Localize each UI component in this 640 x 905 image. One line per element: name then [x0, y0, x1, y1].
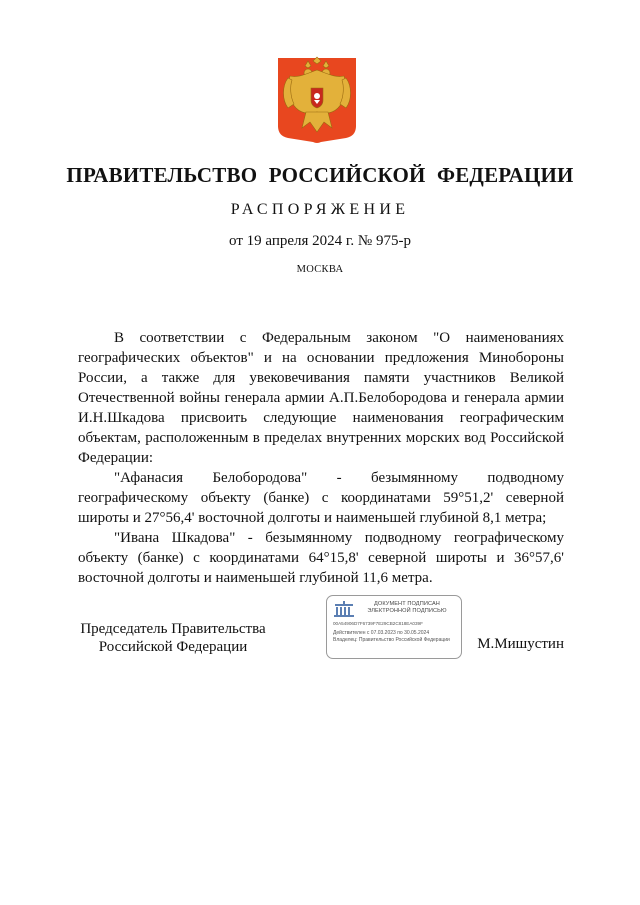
- body-paragraph: "Ивана Шкадова" - безымянному подводному географическому объекту (банке) с координатами 64°15,8' северной широты и 36°57,6' восточной долготы и наименьшей глубиной 11,6 метра.: [78, 530, 564, 586]
- document-city: МОСКВА: [296, 264, 344, 275]
- stamp-title: [357, 601, 457, 615]
- document-body: [78, 328, 564, 588]
- signatory-name: М.Мишустин: [477, 636, 564, 652]
- stamp-title-line1: ДОКУМЕНТ ПОДПИСАН: [374, 601, 440, 607]
- certificate-validity: Действителен с 07.03.2023 по 30.05.2024: [333, 630, 430, 636]
- government-building-icon: [333, 600, 355, 618]
- signatory-position-line2: Российской Федерации: [98, 639, 248, 655]
- certificate-owner: Владелец: Правительство Российской Федерации: [333, 637, 450, 643]
- coat-of-arms-icon: [276, 56, 358, 144]
- document-type: РАСПОРЯЖЕНИЕ: [230, 201, 410, 218]
- signatory-position-line1: Председатель Правительства: [80, 621, 266, 637]
- certificate-serial: 00A54906D7F6739F7E29CB2C818EA039F: [333, 621, 423, 626]
- body-paragraph: "Афанасия Белобородова" - безымянному подводному географическому объекту (банке) с координатами 59°51,2' северной широты и 27°56,4' восточной долготы и наименьшей глубиной 8,1 метра;: [78, 470, 564, 526]
- signatory-position: [78, 620, 268, 656]
- electronic-signature-stamp: [326, 595, 462, 659]
- government-title: ПРАВИТЕЛЬСТВО РОССИЙСКОЙ ФЕДЕРАЦИИ: [66, 163, 574, 187]
- document-date-number: от 19 апреля 2024 г. № 975-р: [229, 233, 411, 249]
- body-paragraph: В соответствии с Федеральным законом "О наименованиях географических объектов" и на основании предложения Минобороны России, а также для увековечивания памяти участников Великой Отечественной войны генерала армии А.П.Белобородова и генерала армии И.Н.Шкадова присвоить следующие наименования географическим объектам, расположенным в пределах внутренних морских вод Российской Федерации:: [78, 330, 564, 466]
- stamp-title-line2: ЭЛЕКТРОННОЙ ПОДПИСЬЮ: [367, 608, 447, 614]
